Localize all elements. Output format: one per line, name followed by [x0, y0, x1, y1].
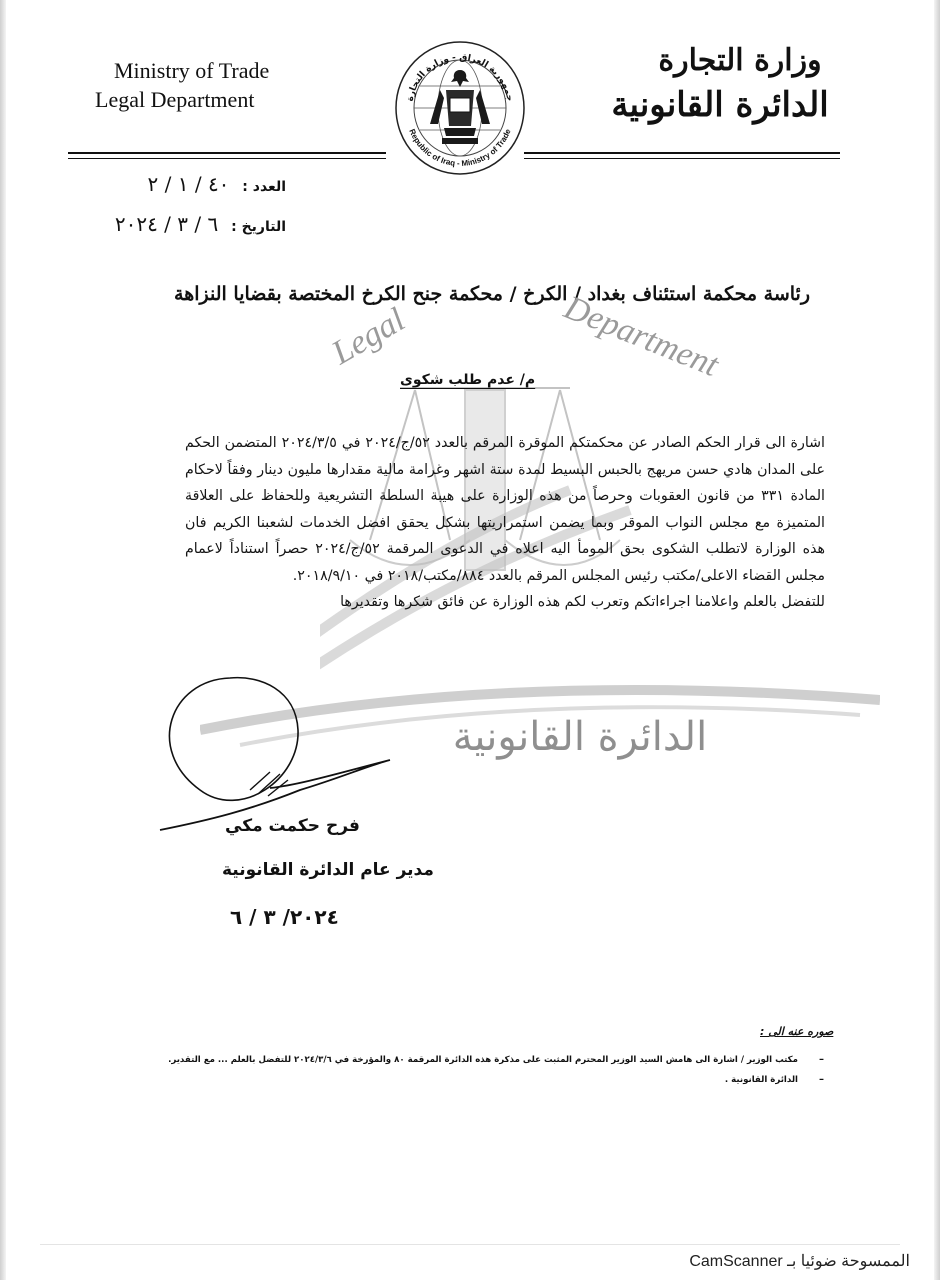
ministry-seal-icon: [390, 38, 530, 178]
department-name-arabic: الدائرة القانونية: [611, 85, 829, 125]
header-rule-right-top: [524, 152, 840, 154]
reference-number-value: ٤٠ / ١ / ٢: [147, 172, 230, 196]
copies-heading: صوره عنه الى :: [760, 1025, 834, 1038]
reference-number: [148, 172, 286, 196]
ministry-name-arabic: وزارة التجارة: [658, 43, 822, 78]
letter-body: [185, 430, 825, 616]
watermark-word-legal: Legal: [325, 301, 412, 372]
copies-item-text: الدائرة القانونية .: [724, 1075, 798, 1085]
reference-date-label: التاريخ :: [231, 219, 286, 235]
reference-date: [115, 212, 286, 236]
page-edge-right: [934, 0, 940, 1280]
header-rule-left-bottom: [68, 158, 386, 159]
body-closing: للتفضل بالعلم واعلامنا اجراءاتكم وتعرب لكم هذه الوزارة عن فائق شكرها وتقديرها: [340, 594, 825, 610]
letterhead-arabic: [600, 40, 840, 128]
copies-list: [150, 1050, 830, 1090]
reference-number-label: العدد :: [242, 179, 286, 195]
header-rule-right-bottom: [524, 158, 840, 159]
subject-line: م/ عدم طلب شكوى: [400, 372, 536, 388]
department-name-english: Legal Department: [95, 87, 255, 112]
watermark-word-department: Department: [559, 288, 724, 385]
copies-list-item: [150, 1050, 830, 1070]
seal-text-english: Republic of Iraq - Ministry of Trade: [407, 127, 513, 169]
letterhead-english: [95, 56, 325, 114]
signatory-name: فرح حكمت مكي: [225, 816, 360, 836]
page-edge-left: [0, 0, 6, 1280]
ministry-name-english: Ministry of Trade: [114, 58, 270, 83]
footer-separator: [40, 1244, 900, 1245]
header-rule-left-top: [68, 152, 386, 154]
reference-date-value: ٦ / ٣ / ٢٠٢٤: [114, 212, 219, 236]
scanner-footer-note: الممسوحة ضوئيا بـ CamScanner: [689, 1253, 910, 1270]
seal-text-arabic: جمهورية العراق - وزارة التجارة: [405, 52, 515, 103]
addressee: رئاسة محكمة استئناف بغداد / الكرخ / محكمة جنح الكرخ المختصة بقضايا النزاهة: [174, 283, 810, 305]
copies-item-text: مكتب الوزير / اشارة الى هامش السيد الوزير المحترم المثبت على مذكرة هذه الدائرة المرقمة ٨٠ والمؤرخة في ٢٠٢٤/٣/٦ للتفضل بالعلم ... مع التقدير.: [168, 1055, 798, 1065]
copies-list-item: [150, 1070, 830, 1090]
signatory-title: مدير عام الدائرة القانونية: [222, 860, 434, 880]
body-paragraph: اشارة الى قرار الحكم الصادر عن محكمتكم الموقرة المرقم بالعدد ٥٢/ج/٢٠٢٤ في ٢٠٢٤/٣/٥ المتضمن الحكم على المدان هادي حسن مريهج بالحبس البسيط لمدة ستة اشهر وغرامة مالية مقدارها مليون دينار وفقاً لاحكام المادة ٣٣١ من قانون العقوبات وحرصاً من هذه الوزارة على هيبة السلطة التشريعية وللحفاظ على العلاقة المتميزة مع مجلس النواب الموقر وبما يضمن استمراريتها بشكل يحقق افضل الخدمات لشعبنا الكريم فان هذه الوزارة لاتطلب الشكوى بحق المومأ اليه اعلاه في الدعوى المرقمة ٥٢/ج/٢٠٢٤ حصراً استناداً لاعمام مجلس القضاء الاعلى/مكتب رئيس المجلس المرقم بالعدد ٨٨٤/مكتب/٢٠١٨ في ٢٠١٨/٩/١٠.: [185, 435, 825, 584]
signatory-date: ٢٠٢٤/ ٣ / ٦: [230, 905, 339, 929]
list-dash-icon: –: [819, 1074, 824, 1085]
department-stamp-watermark: الدائرة القانونية: [452, 714, 708, 760]
list-dash-icon: –: [819, 1054, 824, 1065]
